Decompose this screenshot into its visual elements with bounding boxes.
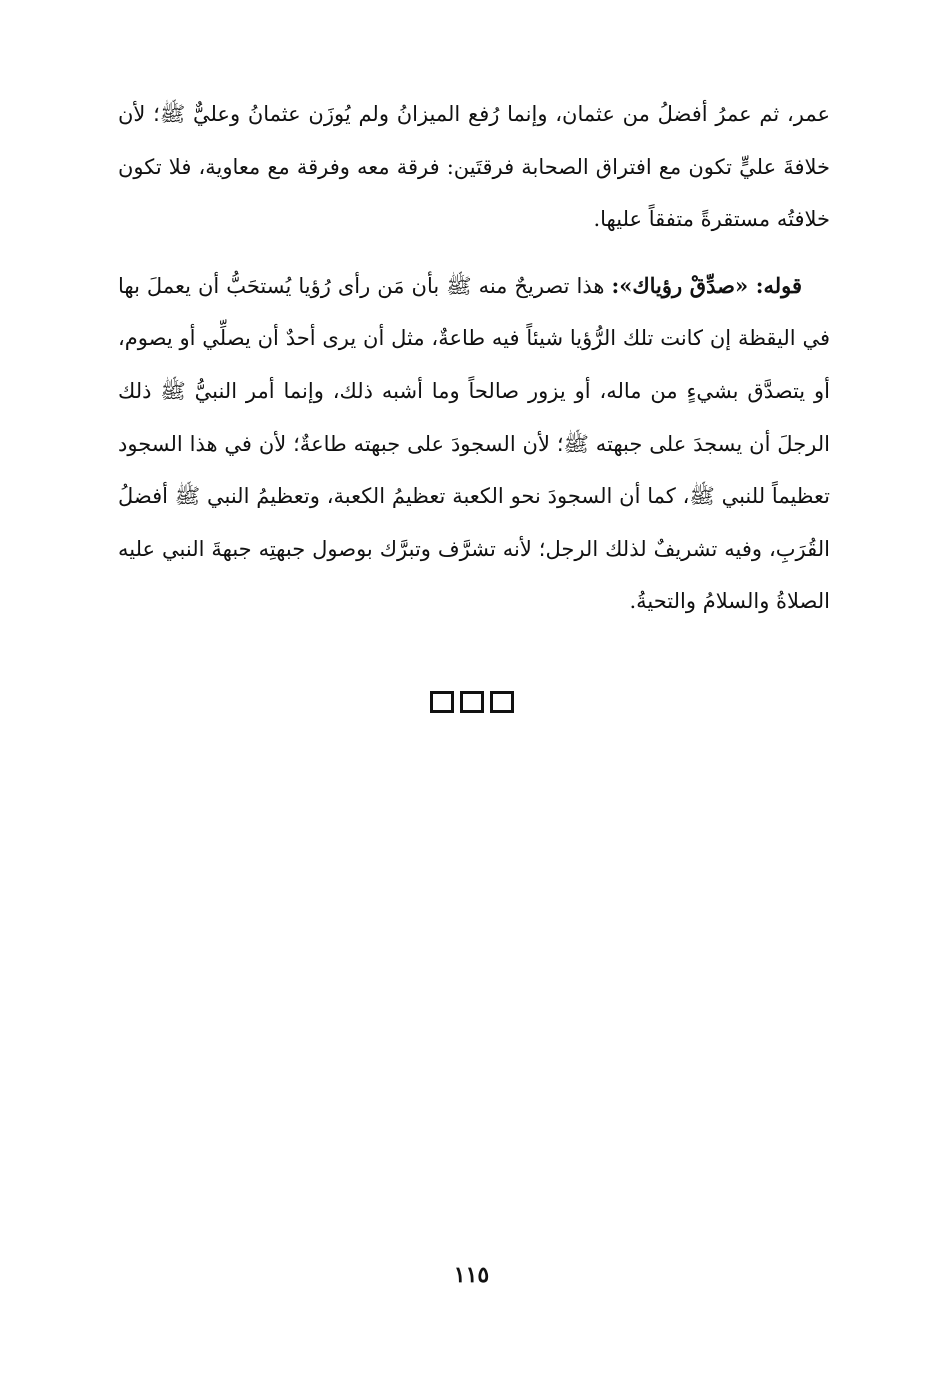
paragraph-2-lead: قوله: «صدِّقْ رؤياك»:	[611, 272, 803, 298]
page-number: ١١٥	[453, 1262, 490, 1288]
section-separator	[0, 687, 943, 715]
paragraph-2	[118, 260, 830, 628]
paragraph-2-text: هذا تصريحٌ منه ﷺ بأن مَن رأى رُؤيا يُستحَبُّ أن يعملَ بها في اليقظة إن كانت تلك الرُّؤيا شيئاً فيه طاعةٌ، مثل أن يرى أحدٌ أن يصلِّي أو يصوم، أو يتصدَّق بشيءٍ من ماله، أو يزور صالحاً وما أشبه ذلك، وإنما أمر النبيُّ ﷺ ذلك الرجلَ أن يسجدَ على جبهته ﷺ؛ لأن السجودَ على جبهته طاعةٌ؛ لأن في هذا السجود تعظيماً للنبي ﷺ، كما أن السجودَ نحو الكعبة تعظيمُ الكعبة، وتعظيمُ النبي ﷺ أفضلُ القُرَبِ، وفيه تشريفٌ لذلك الرجل؛ لأنه تشرَّف وتبرَّك بوصول جبهتِه جبهةَ النبي عليه الصلاةُ والسلامُ والتحيةُ.	[118, 273, 830, 614]
paragraph-1	[118, 88, 830, 246]
separator-box	[460, 691, 484, 713]
separator-box	[490, 691, 514, 713]
separator-box	[430, 691, 454, 713]
body-text	[118, 88, 830, 628]
paragraph-1-text: عمر، ثم عمرُ أفضلُ من عثمان، وإنما رُفع الميزانُ ولم يُوزَن عثمانُ وعليٌّ ﷺ؛ لأن خلافةَ عليٍّ تكون مع افتراق الصحابة فرقتَين: فرقة معه وفرقة مع معاوية، فلا تكون خلافتُه مستقرةً متفقاً عليها.	[118, 102, 830, 232]
